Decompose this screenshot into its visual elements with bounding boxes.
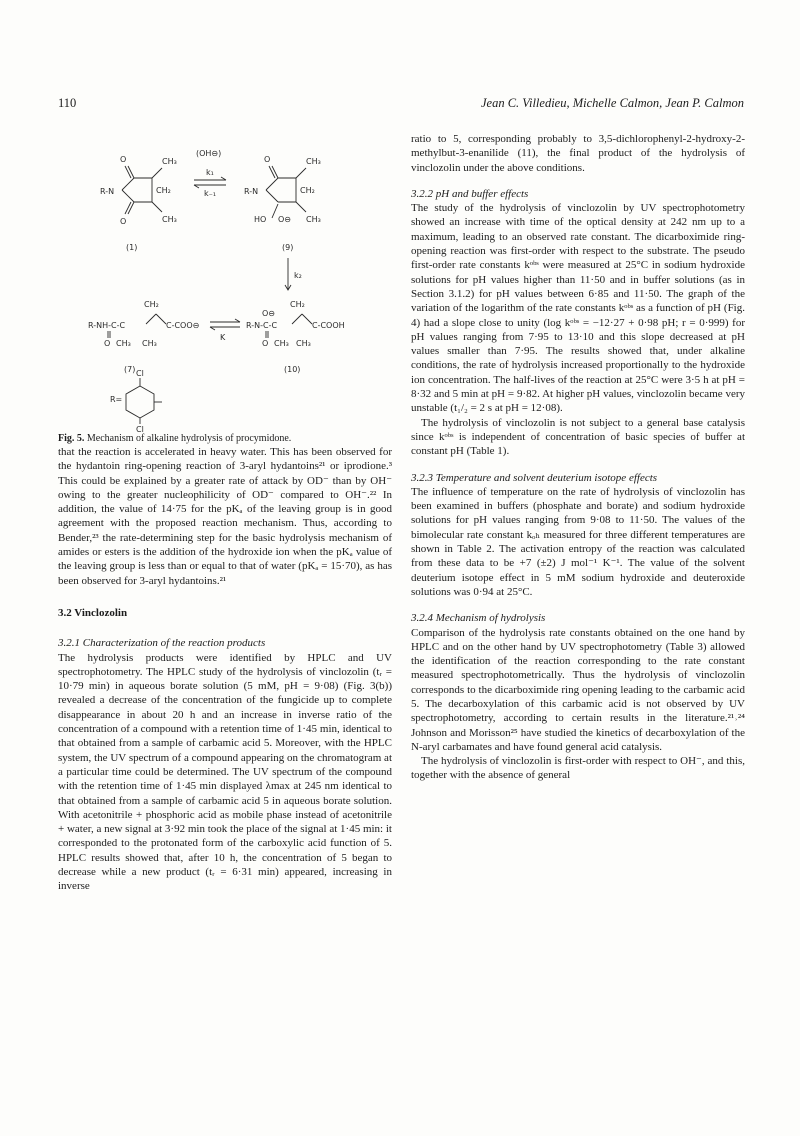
atom-label: CH₂ [290,300,305,309]
running-authors: Jean C. Villedieu, Michelle Calmon, Jean P. Calmon [480,96,744,110]
left-column [58,132,392,894]
equilibrium-constant-label: K [220,333,226,342]
paragraph: The hydrolysis products were identified by HPLC and UV spectrophotometry. The HPLC study of the hydrolysis of vinclozolin (tᵣ = 10·79 min) in aqueous borate solution (5 mM, pH = 9·08) (Fig. 3(b)) revealed a decrease of the concentration of the fungicide up to complete disappearance in about 20 h and an increase in inverse ratio of the concentration of a compound with a retention time of 1·45 min, identical to that obtained from a sample of carbamic acid 5. Moreover, with the HPLC system, the UV spectrum of a compound appearing on the chromatogram at a particular time could be determined. The UV spectrum of the compound with the retention time of 1·45 min displayed λmax at 245 nm identical to that obtained from a sample of carbamic acid 5 in aqueous borate solution. With acetonitrile + phosphoric acid as mobile phase instead of acetonitrile + water, a new signal at 3·92 min took the place of the signal at 1·45 min: it corresponded to the protonated form of the carboxylic acid function of 5. HPLC results showed that, after 10 h, the concentration of 5 began to decrease while a new product (tᵣ = 6·31 min) appeared, increasing in inverse [58,651,392,893]
paragraph: that the reaction is accelerated in heavy water. This has been observed for the hydantoin ring-opening reaction of 3-aryl hydantoins²¹ or iprodione.³ This could be explained by a greater rate of attack by OD⁻ than by OH⁻ owing to the greater nucleophilicity of OD⁻ compared to OH⁻.²² In addition, the value of 14·75 for the pKₐ of the leaving group is in good agreement with the proposed reaction mechanism. Thus, according to Bender,²³ the rate-determining step for the basic hydrolysis mechanism of amides or esters is the addition of the hydroxide ion when the pKₐ value of the leaving group is less than or equal to that of water (pKₐ = 15·70), as has been observed for 3-aryl hydantoins.²¹ [58,446,392,587]
atom-label: O [264,155,271,164]
figure-caption [58,432,392,445]
spacer [411,599,745,611]
atom-label: CH₂ [300,186,315,195]
compound-label: (1) [126,243,138,252]
atom-label: CH₂ [144,300,159,309]
figure-caption-label: Fig. 5. [58,433,85,444]
spacer [411,175,745,187]
catalyst-label: (OH⊖) [196,149,222,158]
atom-label: CH₃ [274,339,289,348]
atom-label: C-COOH [312,321,345,330]
atom-label: CH₂ [156,186,171,195]
subsection-heading: 3.2.4 Mechanism of hydrolysis [411,612,546,625]
figure-caption-text: Mechanism of alkaline hydrolysis of procymidone. [86,433,292,444]
atom-label: CH₃ [306,215,321,224]
atom-label: CH₃ [296,339,311,348]
atom-label: Cl [136,425,144,432]
atom-label: R-N [100,187,115,196]
page-number: 110 [58,96,77,110]
mechanism-figure [58,132,392,432]
benzene-ring [126,386,154,418]
right-column [411,132,745,783]
subsection-heading: 3.2.3 Temperature and solvent deuterium isotope effects [411,471,658,484]
compound-label: (7) [124,365,136,374]
reaction-scheme [58,132,392,432]
paragraph: The hydrolysis of vinclozolin is first-order with respect to OH⁻, and this, together with the absence of general [411,755,745,782]
rate-constant-label: k₁ [206,168,214,177]
atom-label: CH₃ [142,339,157,348]
paragraph: ratio to 5, corresponding probably to 3,5-dichlorophenyl-2-hydroxy-2-methylbut-3-enanilide (11), the final product of the hydrolysis of vinclozolin under the above conditions. [411,133,745,174]
atom-label: CH₃ [116,339,131,348]
paragraph: The study of the hydrolysis of vinclozolin by UV spectrophotometry showed an increase with time of the optical density at 242 nm up to a maximum, leading to an observed rate constant. The dicarboximide ring-opening reaction was first-order with respect to the substrate. The pseudo first-order rate constants kᵒᵇˢ were measured at 25°C in sodium hydroxide solutions for pH values higher than 11·50 and in buffer solutions (as in Section 3.1.2) for pH values between 6·85 and 11·50. The graph of the variation of the logarithm of the rate constants kᵒᵇˢ as a function of pH (Fig. 4) had a slope close to unity (log kᵒᵇˢ = −12·27 + 0·98 pH; r = 0·999) for pH values ranging from 7·95 to 13·10 and this slope decreased at pH values smaller than 7·95. The results showed that, under alkaline conditions, the rate of hydrolysis increased proportionally to the hydroxide ion concentration. The half-lives of the reaction at 25°C were 3·5 h at pH = 8·32 and 5 min at pH = 9·82. At higher pH values, vinclozolin became very unstable (t₁/₂ = 2 s at pH = 12·08). [411,202,745,415]
atom-label: O⊖ [262,309,275,318]
compound-label: (10) [284,365,301,374]
rate-constant-label: k₋₁ [204,189,217,198]
atom-label: R-NH-C-C [88,321,126,330]
rate-constant-label: k₂ [294,271,302,280]
atom-label: Cl [136,369,144,378]
atom-label: O [262,339,269,348]
compound-label: (9) [282,243,294,252]
paragraph: The hydrolysis of vinclozolin is not subject to a general base catalysis since kᵒᵇˢ is independent of concentration of basic species of buffer at constant pH (Table 1). [411,416,745,458]
atom-label: HO [254,215,267,224]
atom-label: C-COO⊖ [166,321,200,330]
atom-label: R= [110,395,123,404]
atom-label: CH₃ [162,215,177,224]
atom-label: R-N-C-C [246,321,278,330]
atom-label: CH₃ [306,157,321,166]
paragraph: The influence of temperature on the rate of hydrolysis of vinclozolin has been examined in buffers (phosphate and borate) and sodium hydroxide solutions for pH values ranging from 9·08 to 11·50. The values of the bimolecular rate constant kₒₕ measured for three different temperatures are shown in Table 2. The activation entropy of the reaction was calculated from these data to be +7 (±2) J mol⁻¹ K⁻¹. The value of the solvent deuterium isotope effect in 5 mM sodium hydroxide and deuteroxide solutions was 0·94 at 25°C. [411,485,745,598]
atom-label: O [120,217,127,226]
atom-label: R-N [244,187,259,196]
subsection-heading: 3.2.1 Characterization of the reaction products [58,637,266,650]
section-heading: 3.2 Vinclozolin [58,606,128,619]
page-header [58,96,744,114]
subsection-heading: 3.2.2 pH and buffer effects [411,187,529,200]
spacer [411,459,745,471]
atom-label: CH₃ [162,157,177,166]
atom-label: O [104,339,111,348]
paragraph: Comparison of the hydrolysis rate constants obtained on the one hand by HPLC and on the other hand by UV spectrophotometry (Table 3) allowed the identification of the reaction corresponding to the rate constant measured spectrophotometrically. Thus the hydrolysis of vinclozolin corresponds to the dicarboximide ring opening leading to the carbamic acid 5. The decarboxylation of this carbamic acid is not observed by UV spectrophotometry, according to certain results in the literature.²¹˒²⁴ Johnson and Morisson²⁵ have studied the kinetics of decarboxylation of the N-aryl carbamates and have found general acid catalysis. [411,626,745,753]
atom-label: O [120,155,127,164]
atom-label: O⊖ [278,215,291,224]
